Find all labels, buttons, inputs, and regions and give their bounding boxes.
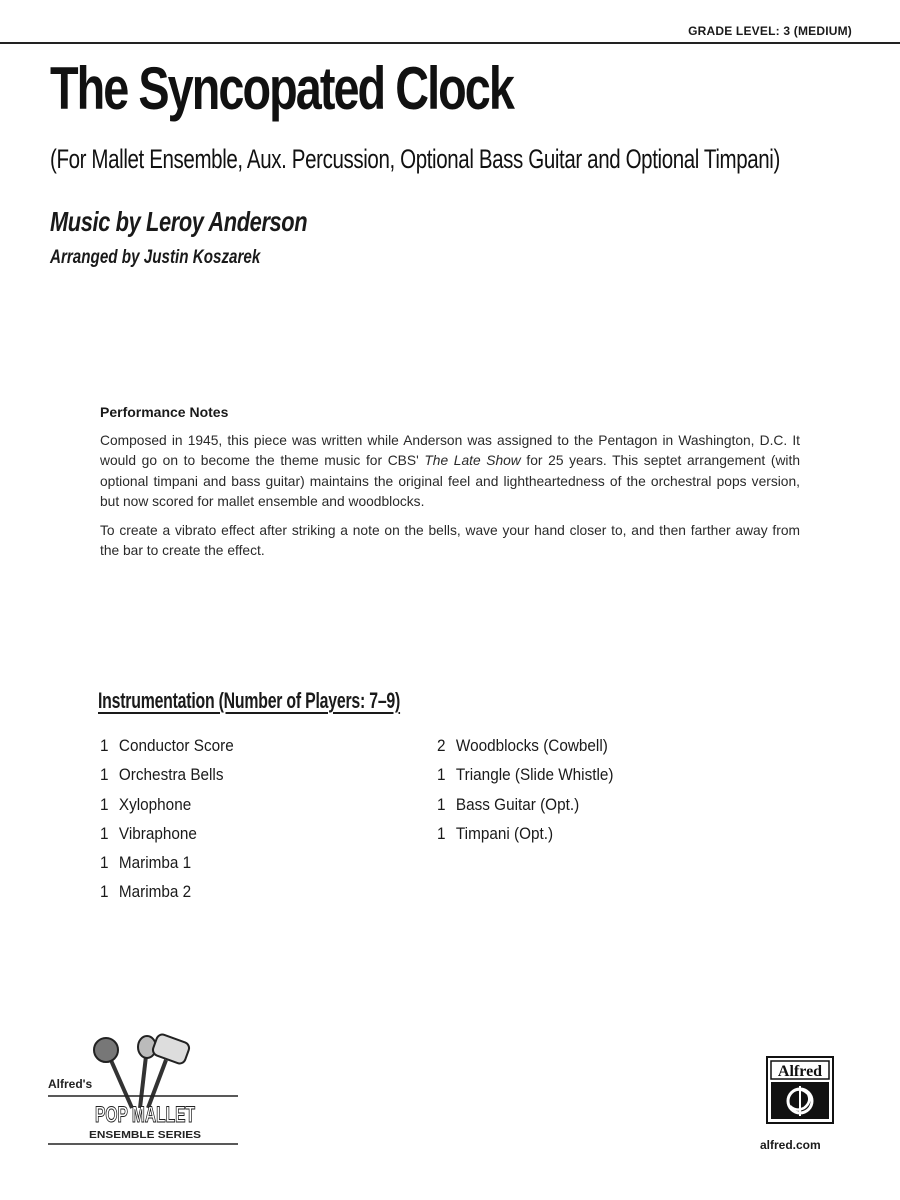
instrument-qty: 1 (100, 853, 109, 873)
instrument-qty: 1 (100, 736, 109, 755)
instrument-list-left (100, 736, 249, 912)
instrument-name: Marimba 1 (118, 853, 192, 873)
performance-notes-heading: Performance Notes (100, 404, 229, 420)
instrument-name: Bass Guitar (Opt.) (455, 794, 580, 814)
performance-notes-paragraph: To create a vibrato effect after striking a note on the bells, wave your hand closer to, and then farther away from the bar to create the effect. (100, 522, 800, 558)
page-title: The Syncopated Clock (50, 55, 513, 122)
performance-notes-paragraph (100, 431, 800, 513)
publisher-logo (766, 1056, 834, 1124)
page-subtitle: (For Mallet Ensemble, Aux. Percussion, Optional Bass Guitar and Optional Timpani) (50, 144, 780, 174)
performance-notes (100, 402, 800, 570)
notes-text: for 25 years. This septet arrangement (with optional timpani and bass guitar) maintains the original feel and lightheartedness of the orchestral pops version, but now scored for mallet ensemble and woodblocks. (100, 453, 801, 509)
instrument-item (437, 824, 613, 853)
instrument-item (100, 765, 234, 794)
notes-text: Composed in 1945, this piece was written while Anderson was assigned to the Pentagon in Washington, D.C. It would go on to become the theme music for CBS' (100, 432, 800, 468)
instrument-name: Orchestra Bells (118, 765, 224, 785)
instrument-name: Triangle (Slide Whistle) (455, 765, 614, 785)
publisher-url: alfred.com (760, 1138, 821, 1152)
instrument-item (437, 736, 613, 765)
series-line2: ENSEMBLE SERIES (89, 1130, 202, 1141)
instrument-qty: 2 (437, 736, 446, 755)
instrument-item (437, 765, 613, 794)
instrument-name: Conductor Score (118, 736, 234, 755)
series-line1: POP MALLET (95, 1102, 196, 1127)
series-publisher: Alfred's (48, 1077, 93, 1091)
instrument-qty: 1 (100, 823, 109, 843)
instrument-name: Woodblocks (Cowbell) (455, 736, 608, 755)
instrument-name: Vibraphone (118, 823, 197, 843)
grade-level: GRADE LEVEL: 3 (MEDIUM) (688, 24, 852, 38)
instrument-qty: 1 (100, 765, 109, 785)
arranger-credit: Arranged by Justin Koszarek (50, 247, 261, 268)
instrument-qty: 1 (437, 794, 446, 814)
publisher-name: Alfred (777, 1063, 823, 1080)
instrument-name: Marimba 2 (118, 882, 192, 902)
instrument-item (100, 795, 234, 824)
instrument-name: Timpani (Opt.) (455, 823, 554, 843)
instrument-qty: 1 (100, 882, 109, 902)
header-rule (0, 42, 900, 44)
composer-credit: Music by Leroy Anderson (50, 206, 308, 237)
instrument-item (100, 824, 234, 853)
instrument-qty: 1 (100, 794, 109, 814)
instrument-list-right (437, 736, 633, 853)
instrument-item (100, 736, 234, 765)
instrument-item (437, 795, 613, 824)
instrument-qty: 1 (437, 823, 446, 843)
instrument-qty: 1 (437, 765, 446, 785)
show-title: The Late Show (424, 453, 521, 468)
series-logo (48, 1030, 243, 1148)
instrumentation-heading: Instrumentation (Number of Players: 7–9) (98, 688, 401, 713)
instrument-item (100, 853, 234, 882)
instrument-name: Xylophone (118, 794, 192, 814)
instrument-item (100, 882, 234, 911)
